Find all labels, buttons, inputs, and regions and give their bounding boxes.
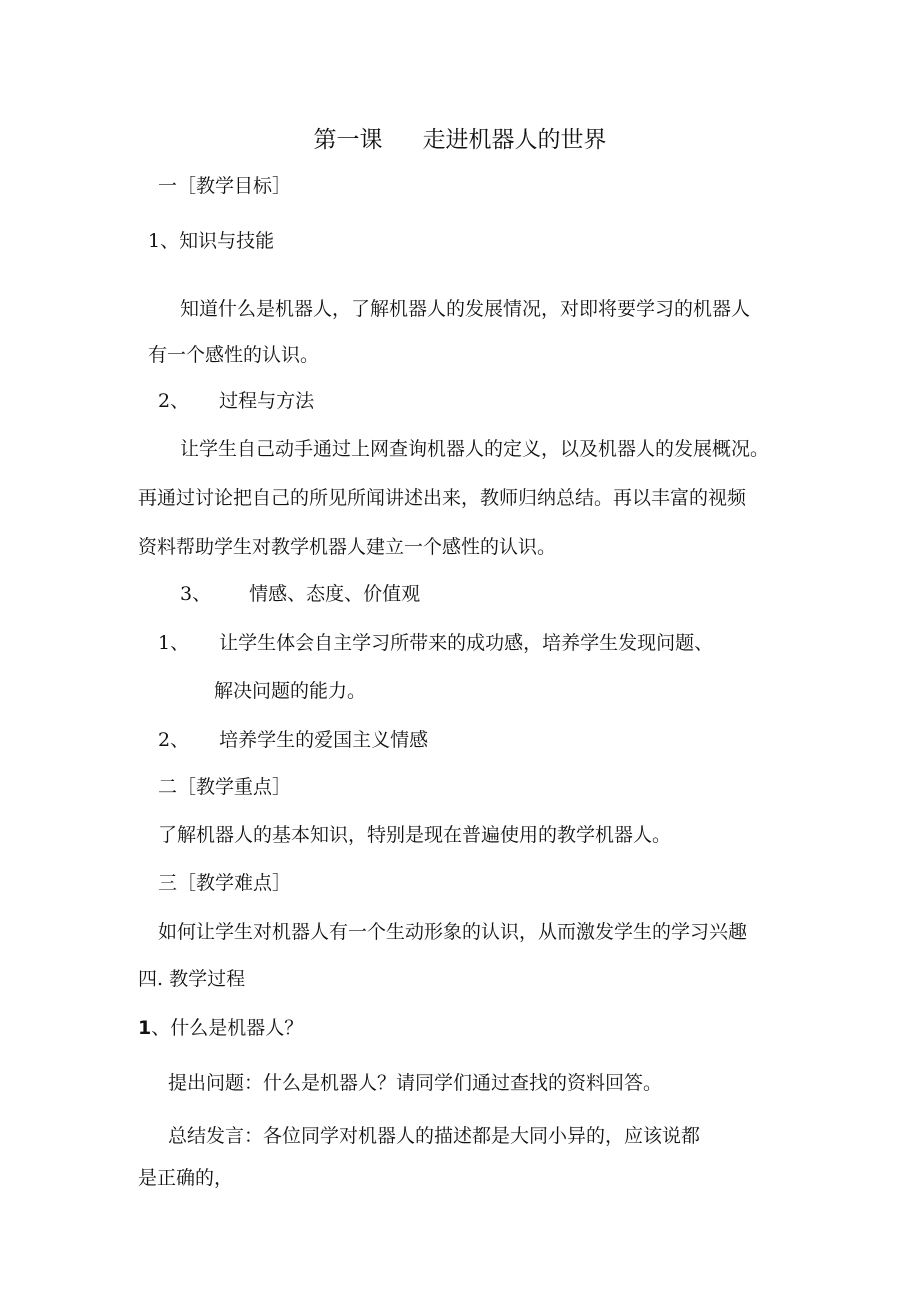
- paragraph-summary-line2: 是正确的，: [138, 1167, 234, 1189]
- section-heading-key-points: 二［教学重点］: [158, 776, 292, 798]
- paragraph-process-line2: 再通过讨论把自己的所见所闻讲述出来，教师归纳总结。再以丰富的视频: [138, 487, 747, 509]
- list-item-2: [158, 728, 428, 752]
- paragraph-knowledge-line1: 知道什么是机器人，了解机器人的发展情况，对即将要学习的机器人: [180, 298, 751, 320]
- subheading-label: 过程与方法: [219, 390, 315, 412]
- subheading-process-methods: [158, 389, 314, 413]
- subheading-number: 3、: [180, 583, 212, 605]
- step-heading-what-is-robot: [138, 1016, 303, 1040]
- lesson-number: 第一课: [313, 127, 383, 153]
- section-heading-process: 四. 教学过程: [138, 968, 246, 990]
- paragraph-process-line1: 让学生自己动手通过上网查询机器人的定义，以及机器人的发展概况。: [180, 438, 770, 460]
- lesson-name: 走进机器人的世界: [422, 127, 607, 153]
- list-item-number: 2、: [158, 729, 190, 751]
- list-item-1-continuation: 解决问题的能力。: [214, 680, 367, 702]
- lesson-title: [0, 126, 920, 154]
- paragraph-difficulties: 如何让学生对机器人有一个生动形象的认识，从而激发学生的学习兴趣: [158, 921, 748, 943]
- list-item-number: 1、: [158, 632, 190, 654]
- step-title: 、什么是机器人？: [151, 1017, 304, 1039]
- subheading-number: 2、: [158, 390, 190, 412]
- subheading-knowledge-skills: 1、知识与技能: [148, 230, 275, 252]
- paragraph-process-line3: 资料帮助学生对教学机器人建立一个感性的认识。: [138, 536, 557, 558]
- list-item-text: 让学生体会自主学习所带来的成功感，培养学生发现问题、: [219, 632, 714, 654]
- section-heading-objectives: 一［教学目标］: [158, 175, 292, 197]
- paragraph-key-points: 了解机器人的基本知识，特别是现在普遍使用的教学机器人。: [158, 824, 672, 846]
- subheading-label: 情感、态度、价值观: [249, 583, 421, 605]
- list-item-text: 培养学生的爱国主义情感: [219, 729, 429, 751]
- step-number: 1: [138, 1017, 152, 1039]
- paragraph-knowledge-line2: 有一个感性的认识。: [148, 344, 320, 366]
- subheading-emotion-values: [180, 582, 420, 606]
- section-heading-difficulties: 三［教学难点］: [158, 872, 292, 894]
- list-item-1: [158, 631, 713, 655]
- paragraph-ask-question: 提出问题：什么是机器人？请同学们通过查找的资料回答。: [168, 1072, 663, 1094]
- paragraph-summary-line1: 总结发言：各位同学对机器人的描述都是大同小异的，应该说都: [168, 1125, 701, 1147]
